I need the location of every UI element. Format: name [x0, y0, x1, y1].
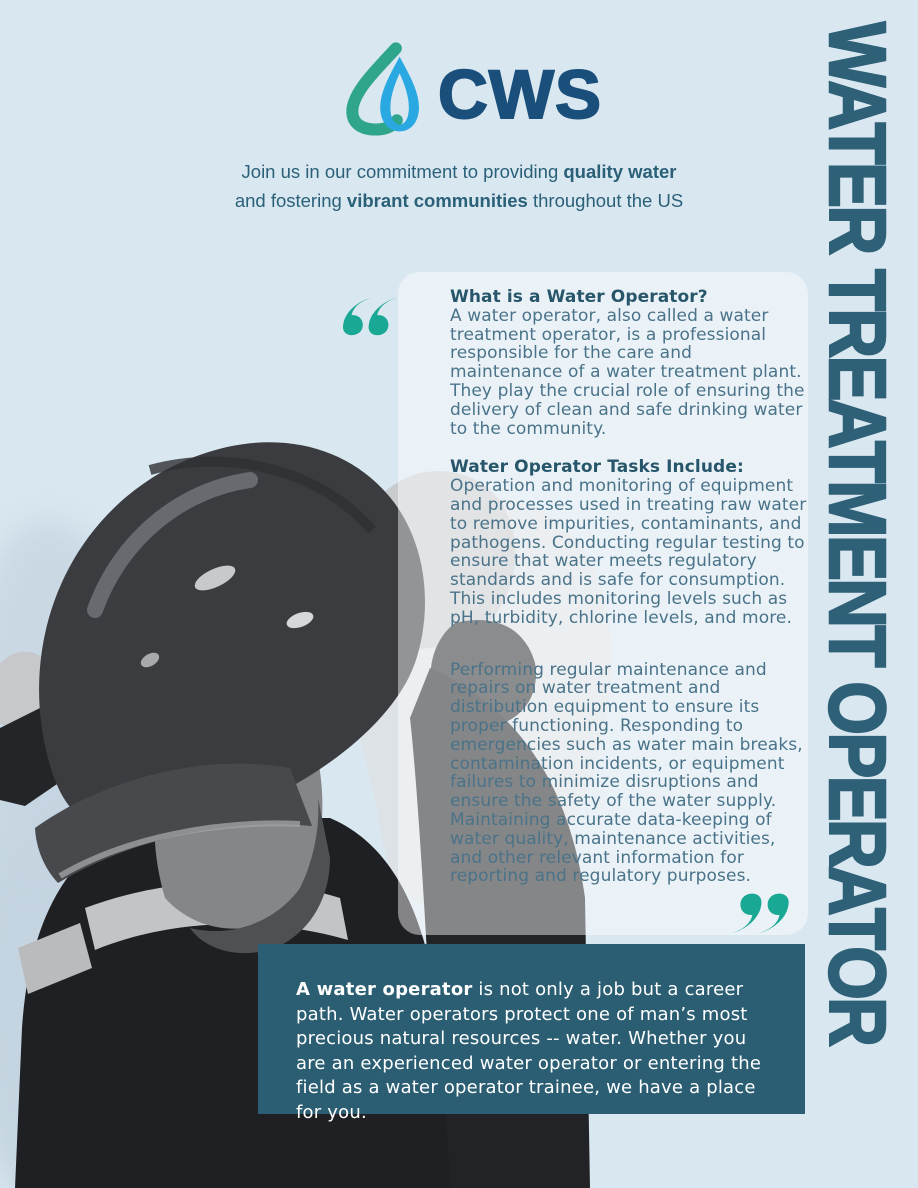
tagline-bold: vibrant communities [346, 189, 528, 211]
tagline-bold: quality water [563, 161, 677, 182]
tagline-text: throughout the US [527, 189, 684, 211]
tagline-line2 [0, 187, 918, 216]
tagline [0, 158, 918, 215]
callout-body: is not only a job but a career path. Water operators protect one of man’s most precious natural resources -- water. Whether you are an experienced water operator or entering the field as a water operator trainee, we have a place for you. [296, 979, 762, 1123]
section-heading: Water Operator Tasks Include: [450, 457, 744, 478]
tagline-line1 [0, 158, 918, 187]
tagline-text: and fostering [234, 189, 347, 211]
section-maintenance [450, 661, 808, 887]
section-heading: What is a Water Operator? [450, 287, 708, 307]
brand-wordmark: CWS [438, 56, 602, 133]
tagline-text: Join us in our commitment to providing [241, 161, 564, 182]
closing-quote-icon [726, 884, 794, 944]
section-body: Operation and monitoring of equipment and processes used in treating raw water to remove impurities, contaminants, and pathogens. Conducting regular testing to ensure that water meets regulatory standards and is safe for consumption. This includes monitoring levels such as pH, turbidity, chlorine levels, and more. [450, 476, 807, 628]
water-drop-icon [336, 40, 430, 136]
section-water-operator-tasks [450, 458, 808, 627]
callout-lead: A water operator [296, 979, 473, 1000]
page-title-vertical: WATER TREATMENT OPERATOR [813, 22, 902, 1045]
article-text [450, 288, 808, 906]
section-what-is-a-water-operator [450, 288, 808, 438]
section-body: Performing regular maintenance and repairs on water treatment and distribution equipment to ensure its proper functioning. Responding to emergencies such as water main breaks, contamination incidents, or equipment failures to minimize disruptions and ensure the safety of the water supply. Maintaining accurate data-keeping of water quality, maintenance activities, and other relevant information for reporting and regulatory purposes. [450, 659, 803, 887]
section-body: A water operator, also called a water treatment operator, is a professional responsible for the care and maintenance of a water treatment plant. They play the crucial role of ensuring the delivery of clean and safe drinking water to the community. [450, 305, 805, 439]
opening-quote-icon [338, 282, 402, 350]
career-callout-box [258, 944, 805, 1123]
